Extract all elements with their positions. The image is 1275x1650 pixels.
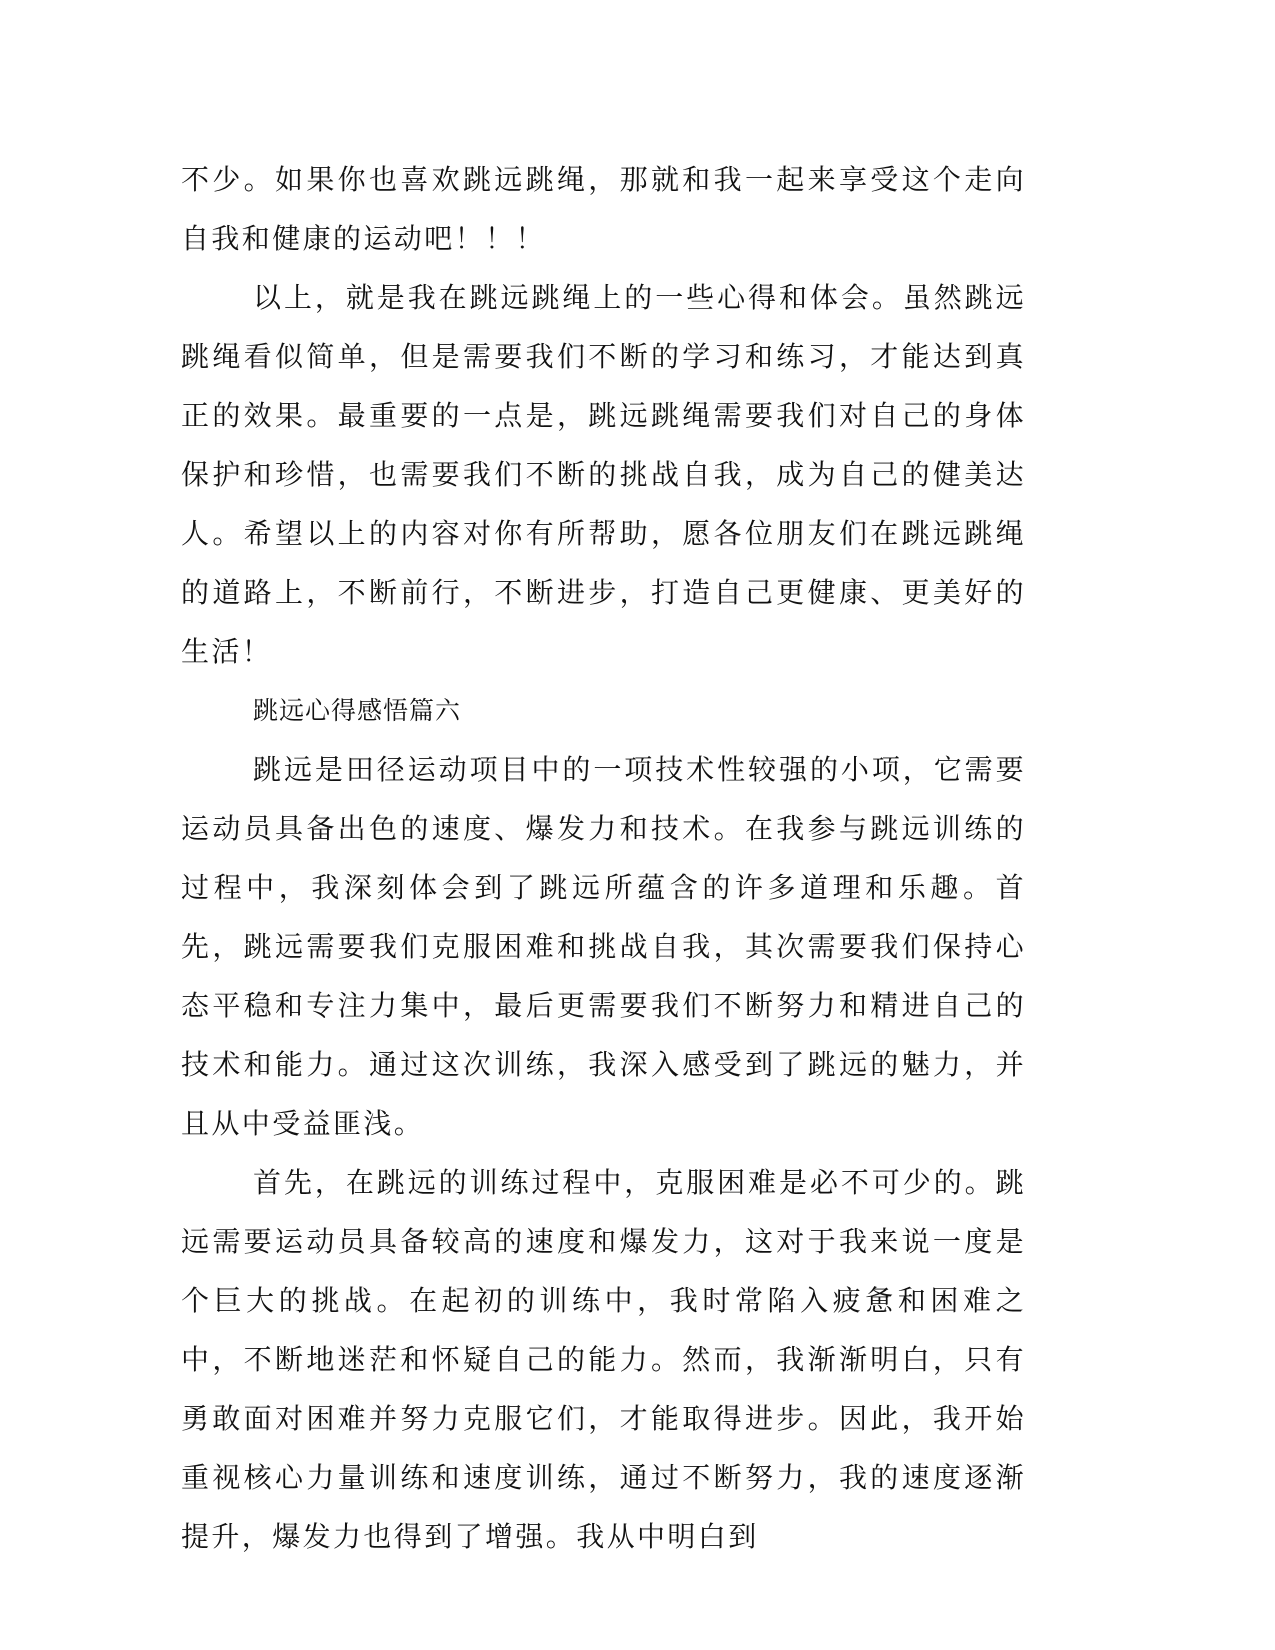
paragraph-continuation: 不少。如果你也喜欢跳远跳绳，那就和我一起来享受这个走向自我和健康的运动吧！！！ [181, 163, 1026, 255]
section-heading: 跳远心得感悟篇六 [253, 696, 462, 725]
paragraph-summary: 以上，就是我在跳远跳绳上的一些心得和体会。虽然跳远跳绳看似简单，但是需要我们不断的学习和练习，才能达到真正的效果。最重要的一点是，跳远跳绳需要我们对自己的身体保护和珍惜，也需要我们不断的挑战自我，成为自己的健美达人。希望以上的内容对你有所帮助，愿各位朋友们在跳远跳绳的道路上，不断前行，不断进步，打造自己更健康、更美好的生活！ [181, 281, 1026, 668]
paragraph-first-point: 首先，在跳远的训练过程中，克服困难是必不可少的。跳远需要运动员具备较高的速度和爆发力，这对于我来说一度是个巨大的挑战。在起初的训练中，我时常陷入疲惫和困难之中，不断地迷茫和怀疑自己的能力。然而，我渐渐明白，只有勇敢面对困难并努力克服它们，才能取得进步。因此，我开始重视核心力量训练和速度训练，通过不断努力，我的速度逐渐提升，爆发力也得到了增强。我从中明白到 [181, 1166, 1026, 1553]
paragraph-intro: 跳远是田径运动项目中的一项技术性较强的小项，它需要运动员具备出色的速度、爆发力和技术。在我参与跳远训练的过程中，我深刻体会到了跳远所蕴含的许多道理和乐趣。首先，跳远需要我们克服困难和挑战自我，其次需要我们保持心态平稳和专注力集中，最后更需要我们不断努力和精进自己的技术和能力。通过这次训练，我深入感受到了跳远的魅力，并且从中受益匪浅。 [181, 753, 1026, 1140]
document-body [181, 150, 1026, 1566]
